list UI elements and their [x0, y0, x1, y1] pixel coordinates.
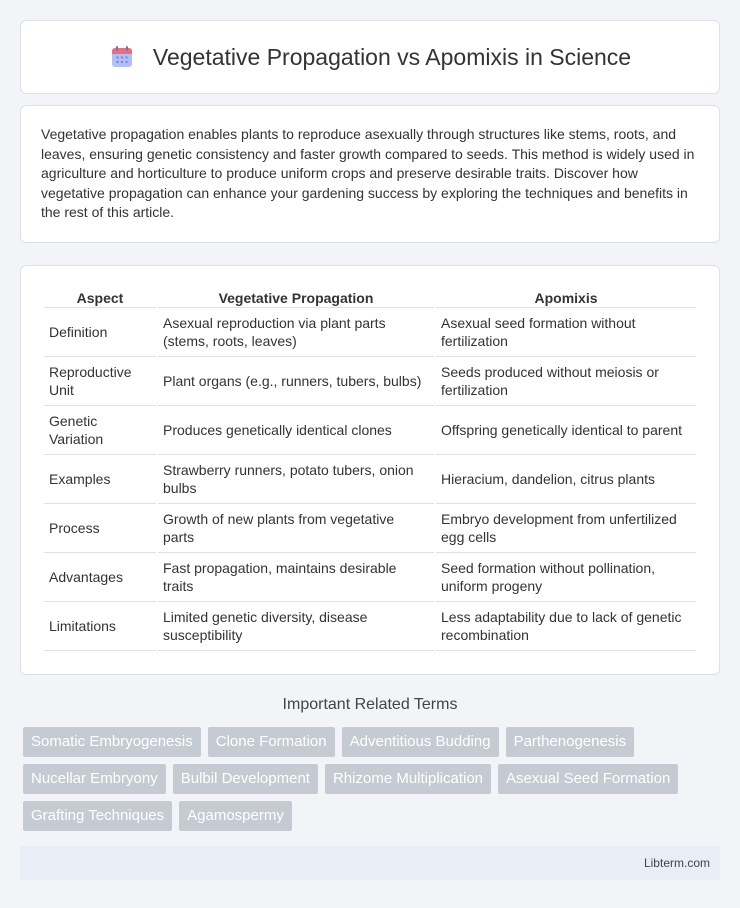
related-term-tag[interactable]: Somatic Embryogenesis — [23, 727, 201, 757]
table-cell: Limited genetic diversity, disease susceptibility — [158, 602, 434, 651]
header-aspect: Aspect — [44, 286, 156, 308]
table-cell: Plant organs (e.g., runners, tubers, bulbs) — [158, 357, 434, 406]
table-row — [44, 308, 696, 357]
page-title: Vegetative Propagation vs Apomixis in Science — [152, 43, 632, 70]
table-cell: Genetic Variation — [44, 406, 156, 455]
table-cell: Strawberry runners, potato tubers, onion bulbs — [158, 455, 434, 504]
table-cell: Reproductive Unit — [44, 357, 156, 406]
intro-text: Vegetative propagation enables plants to reproduce asexually through structures like stems, roots, and leaves, ensuring genetic consistency and faster growth compared to seeds. This method is widely used in agriculture and horticulture to produce uniform crops and preserve desirable traits. Discover how vegetative propagation can enhance your gardening success by exploring the techniques and benefits in the rest of this article. — [41, 126, 695, 220]
table-cell: Produces genetically identical clones — [158, 406, 434, 455]
table-cell: Growth of new plants from vegetative parts — [158, 504, 434, 553]
related-term-tag[interactable]: Asexual Seed Formation — [498, 764, 678, 794]
intro-card — [20, 105, 720, 243]
footer-site-link[interactable]: Libterm.com — [643, 856, 710, 870]
table-row — [44, 455, 696, 504]
table-cell: Offspring genetically identical to parent — [436, 406, 696, 455]
related-term-tag[interactable]: Nucellar Embryony — [23, 764, 166, 794]
header-apomixis: Apomixis — [436, 286, 696, 308]
table-cell: Asexual seed formation without fertilization — [436, 308, 696, 357]
header-vegetative-propagation: Vegetative Propagation — [158, 286, 434, 308]
comparison-table-card — [20, 265, 720, 675]
table-row — [44, 553, 696, 602]
related-term-tag[interactable]: Clone Formation — [208, 727, 335, 757]
related-terms-title: Important Related Terms — [282, 696, 458, 713]
related-term-tag[interactable]: Grafting Techniques — [23, 801, 172, 831]
table-row — [44, 504, 696, 553]
table-cell: Advantages — [44, 553, 156, 602]
related-term-tag[interactable]: Rhizome Multiplication — [325, 764, 491, 794]
table-cell: Asexual reproduction via plant parts (stems, roots, leaves) — [158, 308, 434, 357]
table-cell: Embryo development from unfertilized egg cells — [436, 504, 696, 553]
related-term-tag[interactable]: Parthenogenesis — [506, 727, 635, 757]
table-row — [44, 406, 696, 455]
calendar-icon — [109, 44, 135, 70]
table-cell: Process — [44, 504, 156, 553]
table-cell: Seed formation without pollination, uniform progeny — [436, 553, 696, 602]
related-terms-list — [20, 727, 720, 831]
title-card — [20, 20, 720, 94]
table-header-row — [44, 286, 696, 308]
related-term-tag[interactable]: Bulbil Development — [173, 764, 318, 794]
table-cell: Seeds produced without meiosis or fertilization — [436, 357, 696, 406]
table-row — [44, 602, 696, 651]
table-cell: Less adaptability due to lack of genetic recombination — [436, 602, 696, 651]
related-term-tag[interactable]: Adventitious Budding — [342, 727, 499, 757]
table-cell: Limitations — [44, 602, 156, 651]
comparison-table — [42, 286, 698, 651]
table-cell: Definition — [44, 308, 156, 357]
footer — [20, 846, 720, 880]
table-row — [44, 357, 696, 406]
table-cell: Hieracium, dandelion, citrus plants — [436, 455, 696, 504]
table-cell: Examples — [44, 455, 156, 504]
related-term-tag[interactable]: Agamospermy — [179, 801, 292, 831]
table-cell: Fast propagation, maintains desirable traits — [158, 553, 434, 602]
